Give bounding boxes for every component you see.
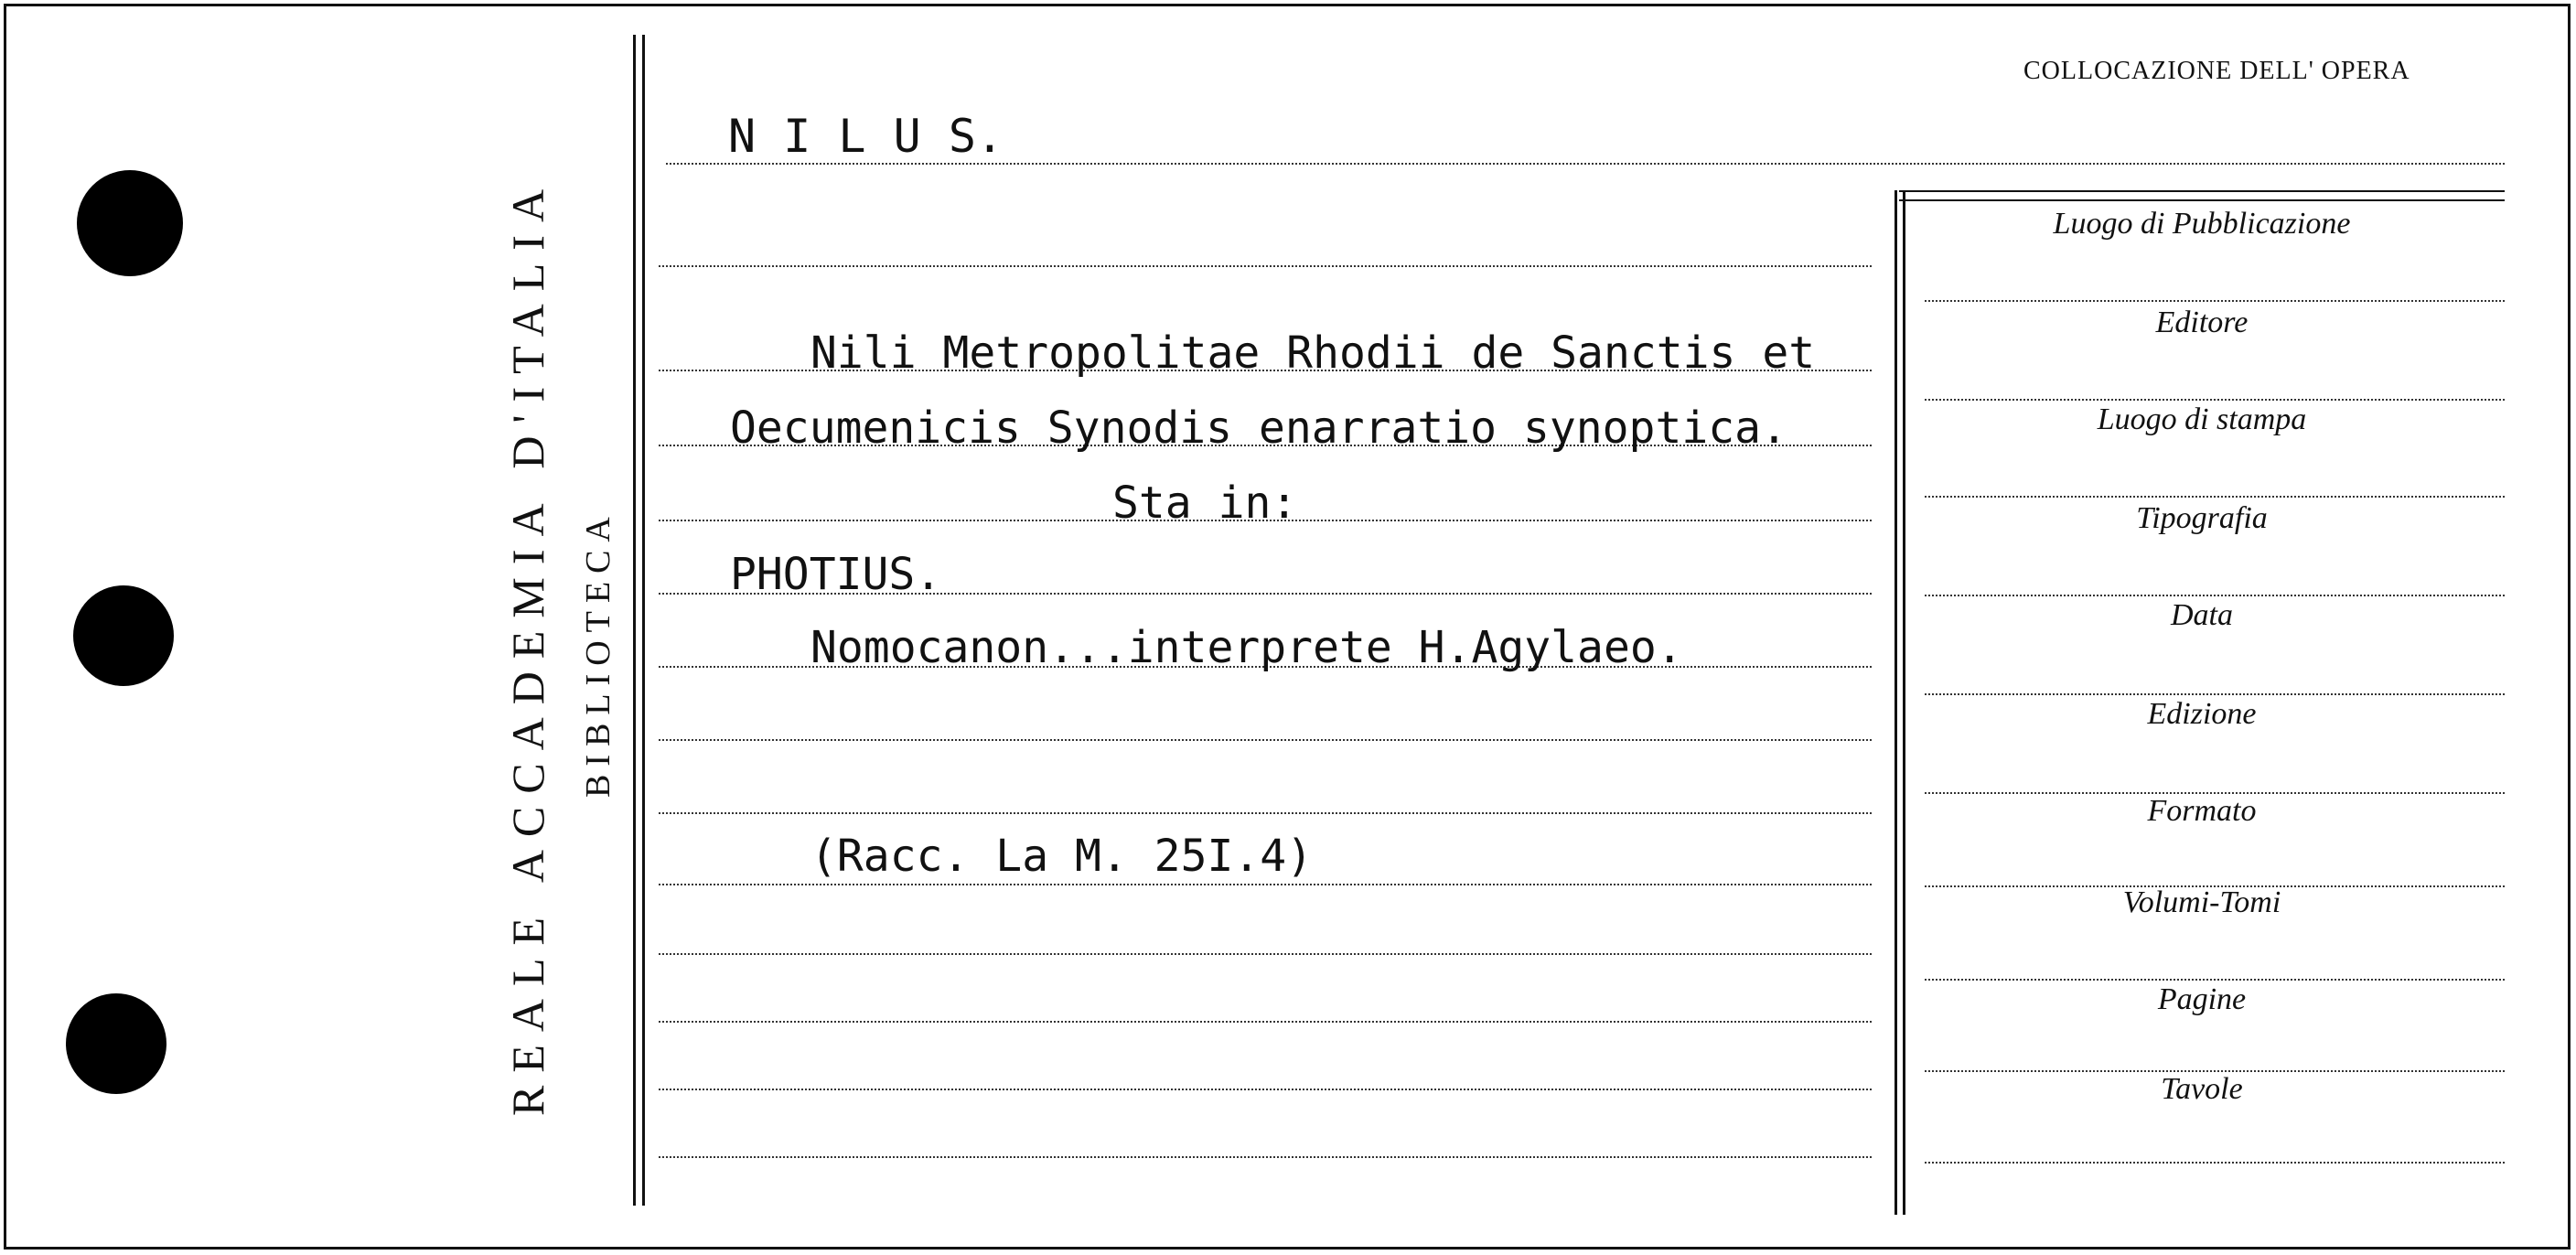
field-column-rule xyxy=(1894,190,1897,1215)
writing-line xyxy=(659,812,1872,814)
field-label-date: Data xyxy=(2171,598,2233,632)
writing-line xyxy=(659,953,1872,955)
writing-line xyxy=(659,1156,1872,1158)
margin-rule xyxy=(642,35,645,1206)
author-heading: N I L U S. xyxy=(728,110,1004,163)
writing-line xyxy=(666,163,2505,165)
field-column-top-rule xyxy=(1899,199,2505,201)
field-label-printer: Tipografia xyxy=(2136,501,2268,535)
host-author: PHOTIUS. xyxy=(730,549,942,600)
department-name: BIBLIOTECA xyxy=(579,509,617,798)
field-label-plates: Tavole xyxy=(2161,1072,2243,1106)
field-line xyxy=(1925,595,2505,596)
field-line xyxy=(1925,1162,2505,1164)
field-label-format: Formato xyxy=(2147,794,2257,828)
punch-hole xyxy=(73,585,174,686)
margin-rule xyxy=(633,35,636,1206)
writing-line xyxy=(659,1021,1872,1023)
punch-hole xyxy=(77,170,183,276)
field-line xyxy=(1925,399,2505,401)
field-line xyxy=(1925,300,2505,302)
title-line-2: Oecumenicis Synodis enarratio synoptica. xyxy=(730,402,1787,454)
shelfmark: (Racc. La M. 25I.4) xyxy=(810,831,1314,882)
title-line-1: Nili Metropolitae Rhodii de Sanctis et xyxy=(810,327,1816,379)
collocation-label: COLLOCAZIONE DELL' OPERA xyxy=(2023,57,2410,85)
field-label-pages: Pagine xyxy=(2157,982,2247,1016)
institution-name: REALE ACCADEMIA D'ITALIA xyxy=(502,176,553,1116)
field-line xyxy=(1925,979,2505,981)
writing-line xyxy=(659,1089,1872,1090)
field-line xyxy=(1925,693,2505,695)
writing-line xyxy=(659,265,1872,267)
field-label-publisher: Editore xyxy=(2155,306,2249,339)
field-label-place-of-printing: Luogo di stampa xyxy=(2097,402,2307,436)
host-title: Nomocanon...interprete H.Agylaeo. xyxy=(810,622,1683,673)
field-line xyxy=(1925,496,2505,498)
punch-hole xyxy=(66,993,166,1094)
field-column-top-rule xyxy=(1899,190,2505,192)
writing-line xyxy=(659,884,1872,885)
field-label-place-of-publication: Luogo di Pubblicazione xyxy=(2053,207,2351,241)
contained-in-label: Sta in: xyxy=(1112,477,1298,529)
field-label-edition: Edizione xyxy=(2147,697,2257,731)
field-label-volumes: Volumi-Tomi xyxy=(2122,885,2281,919)
writing-line xyxy=(659,739,1872,741)
